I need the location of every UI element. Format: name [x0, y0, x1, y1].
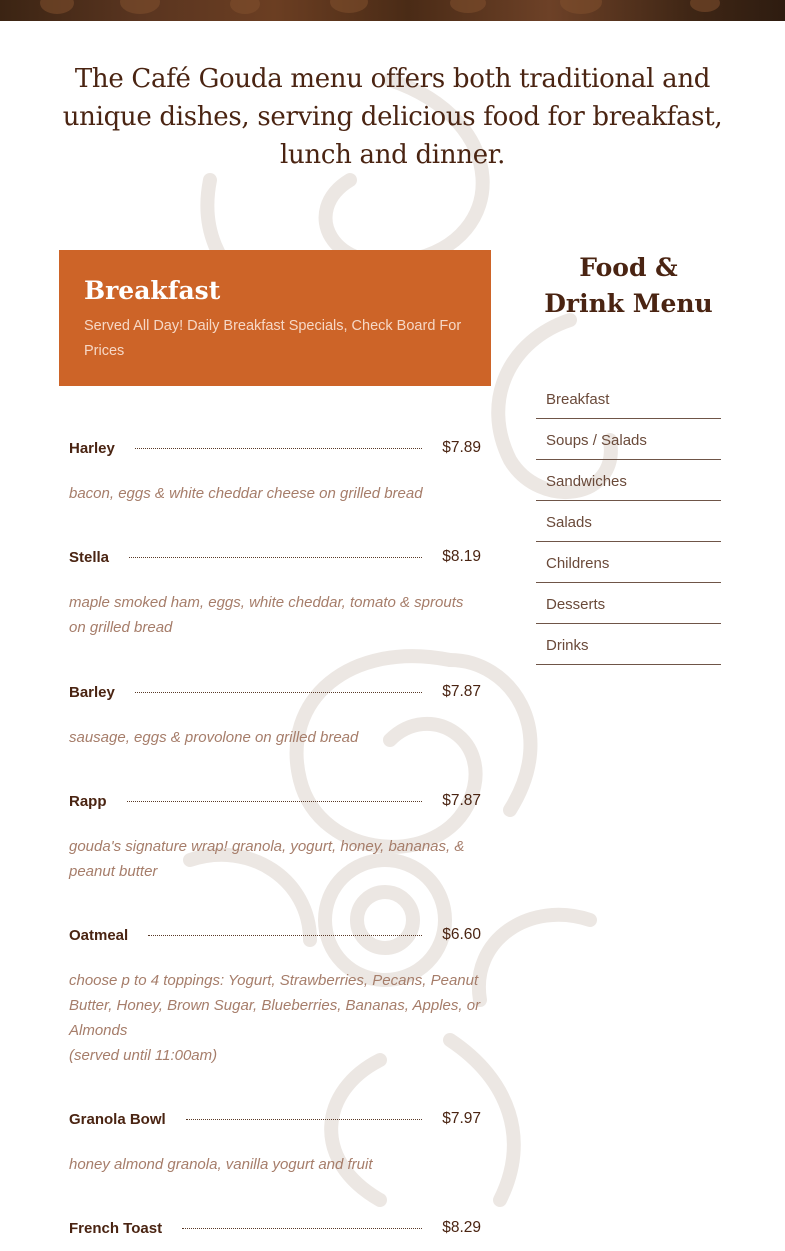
menu-item	[69, 669, 481, 750]
dotted-leader	[135, 692, 422, 693]
menu-item	[69, 1205, 481, 1251]
sidebar-link-breakfast[interactable]: Breakfast	[536, 378, 721, 419]
sidebar-link-soups-salads[interactable]: Soups / Salads	[536, 419, 721, 460]
menu-item-price: $6.60	[442, 926, 481, 943]
menu-item-description: bacon, eggs & white cheddar cheese on grilled bread	[69, 485, 423, 502]
dotted-leader	[148, 935, 422, 936]
sidebar-link-salads[interactable]: Salads	[536, 501, 721, 542]
menu-item	[69, 425, 481, 506]
hero-image-strip	[0, 0, 785, 21]
dotted-leader	[127, 801, 423, 802]
menu-item-description: honey almond granola, vanilla yogurt and fruit	[69, 1156, 373, 1173]
menu-item	[69, 1096, 481, 1177]
menu-item	[69, 534, 481, 640]
menu-item-note: (served until 11:00am)	[69, 1047, 218, 1064]
menu-item-price: $7.87	[442, 683, 481, 700]
menu-item	[69, 778, 481, 884]
sidebar-link-childrens[interactable]: Childrens	[536, 542, 721, 583]
dotted-leader	[129, 557, 422, 558]
dotted-leader	[135, 448, 422, 449]
section-subtitle: Served All Day! Daily Breakfast Specials, Check Board For Prices	[84, 318, 462, 359]
menu-item-name: Rapp	[69, 792, 107, 810]
intro-text: The Café Gouda menu offers both traditional and unique dishes, serving delicious food for breakfast, lunch and dinner.	[62, 64, 723, 170]
menu-item-name: Oatmeal	[69, 926, 129, 944]
breakfast-section-header	[59, 250, 491, 386]
menu-item-name: Stella	[69, 548, 110, 566]
menu-item-price: $8.29	[442, 1219, 481, 1236]
sidebar-link-desserts[interactable]: Desserts	[536, 583, 721, 624]
sidebar-link-sandwiches[interactable]: Sandwiches	[536, 460, 721, 501]
menu-item-name: Barley	[69, 683, 115, 701]
menu-item-description: maple smoked ham, eggs, white cheddar, tomato & sprouts on grilled bread	[69, 594, 464, 636]
dotted-leader	[182, 1228, 422, 1229]
menu-item-description: choose p to 4 toppings: Yogurt, Strawberries, Pecans, Peanut Butter, Honey, Brown Sugar, Blueberries, Bananas, Apples, or Almonds	[69, 972, 481, 1039]
menu-item-description: gouda's signature wrap! granola, yogurt, honey, bananas, & peanut butter	[69, 838, 465, 880]
sidebar-menu-nav	[536, 378, 721, 665]
menu-item-name: Granola Bowl	[69, 1110, 166, 1128]
section-title: Breakfast	[84, 276, 221, 305]
menu-item-price: $8.19	[442, 548, 481, 565]
menu-item-description: sausage, eggs & provolone on grilled bread	[69, 729, 359, 746]
dotted-leader	[186, 1119, 423, 1120]
menu-item-price: $7.89	[442, 439, 481, 456]
menu-item-price: $7.97	[442, 1110, 481, 1127]
sidebar-title: Food & Drink Menu	[544, 253, 713, 318]
menu-item-name: French Toast	[69, 1219, 163, 1237]
menu-item-name: Harley	[69, 439, 115, 457]
menu-item-price: $7.87	[442, 792, 481, 809]
menu-item	[69, 912, 481, 1068]
sidebar-link-drinks[interactable]: Drinks	[536, 624, 721, 665]
